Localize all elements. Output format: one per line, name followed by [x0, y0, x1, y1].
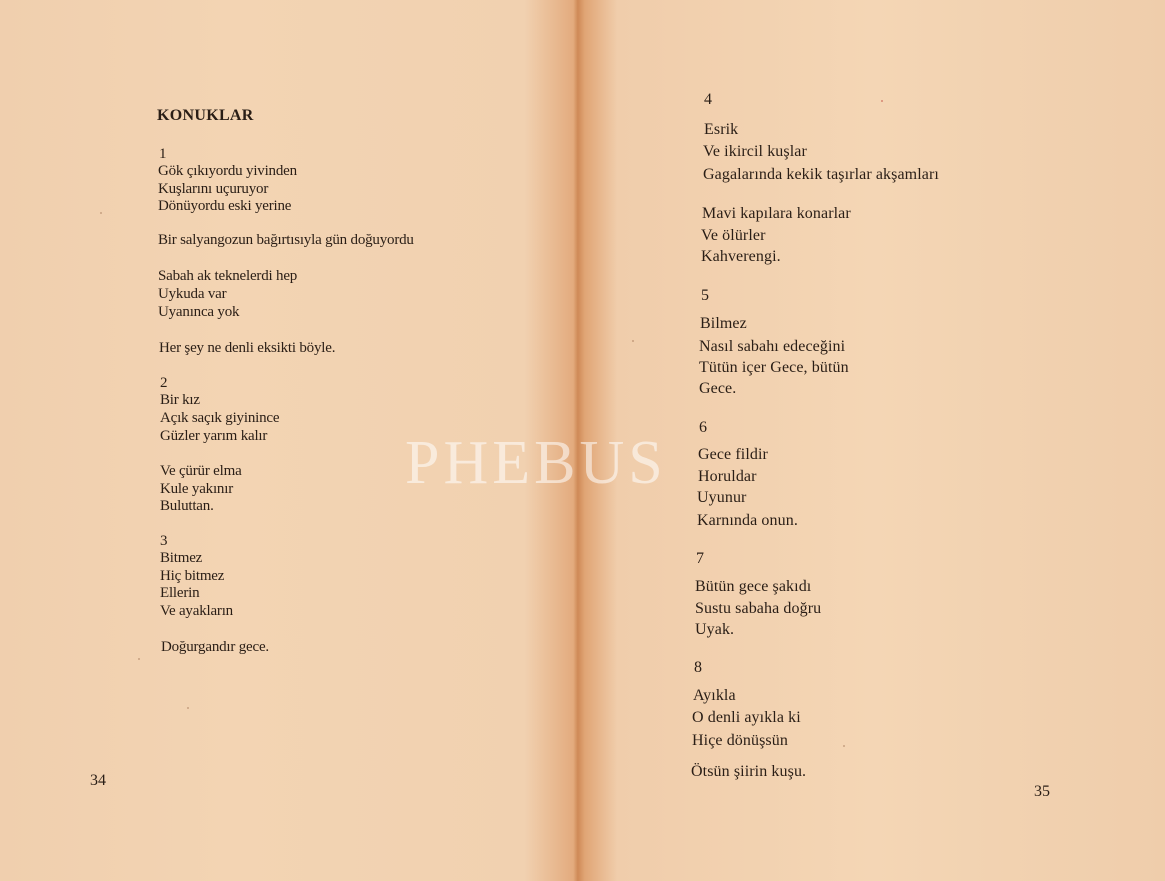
poem-line: Sustu sabaha doğru — [695, 600, 822, 617]
poem-line: Horuldar — [698, 468, 757, 485]
paper-speck — [100, 212, 102, 214]
poem-line: Bütün gece şakıdı — [695, 578, 812, 595]
poem-line: Dönüyordu eski yerine — [158, 198, 292, 214]
paper-speck — [881, 100, 883, 102]
poem-line: Karnında onun. — [697, 512, 798, 529]
poem-line: O denli ayıkla ki — [692, 709, 801, 726]
poem-line: Hiç bitmez — [160, 568, 225, 584]
paper-speck — [138, 658, 140, 660]
page-number-left: 34 — [90, 772, 106, 789]
poem-line: Gece. — [699, 380, 737, 397]
poem-line: Uyak. — [695, 621, 735, 638]
poem-line: Buluttan. — [160, 498, 214, 514]
poem-line: Kahverengi. — [701, 248, 781, 265]
paper-speck — [843, 745, 845, 747]
section-number: 8 — [694, 659, 703, 676]
poem-line: Güzler yarım kalır — [160, 428, 268, 444]
section-number: 3 — [160, 533, 168, 549]
poem-line: Doğurgandır gece. — [161, 639, 269, 655]
paper-speck — [632, 340, 634, 342]
section-number: 5 — [701, 287, 710, 304]
poem-line: Gök çıkıyordu yivinden — [158, 163, 297, 179]
poem-line: Sabah ak teknelerdi hep — [158, 268, 298, 284]
poem-line: Ellerin — [160, 585, 200, 601]
section-number: 4 — [704, 91, 713, 108]
poem-line: Gagalarında kekik taşırlar akşamları — [703, 166, 939, 183]
poem-line: Uykuda var — [158, 286, 227, 302]
poem-line: Gece fildir — [698, 446, 768, 463]
section-number: 2 — [160, 375, 168, 391]
poem-line: Bir kız — [160, 392, 200, 408]
poem-line: Esrik — [704, 121, 739, 138]
poem-line: Ayıkla — [693, 687, 736, 704]
poem-line: Kuşlarını uçuruyor — [158, 181, 269, 197]
watermark: PHEBUS — [405, 429, 667, 497]
poem-line: Ve ölürler — [701, 227, 766, 244]
poem-line: Bitmez — [160, 550, 203, 566]
section-number: 7 — [696, 550, 705, 567]
poem-line: Ve ayakların — [160, 603, 233, 619]
poem-line: Bir salyangozun bağırtısıyla gün doğuyordu — [158, 232, 414, 248]
poem-line: Bilmez — [700, 315, 747, 332]
poem-line: Hiçe dönüşsün — [692, 732, 788, 749]
poem-title: KONUKLAR — [157, 107, 254, 124]
poem-line: Mavi kapılara konarlar — [702, 205, 851, 222]
poem-line: Uyanınca yok — [158, 304, 240, 320]
poem-line: Her şey ne denli eksikti böyle. — [159, 340, 336, 356]
section-number: 1 — [159, 146, 167, 162]
page-number-right: 35 — [1034, 783, 1050, 800]
poem-line: Ötsün şiirin kuşu. — [691, 763, 807, 780]
poem-line: Uyunur — [697, 489, 747, 506]
poem-line: Tütün içer Gece, bütün — [699, 359, 849, 376]
poem-line: Nasıl sabahı edeceğini — [699, 338, 846, 355]
paper-speck — [187, 707, 189, 709]
section-number: 6 — [699, 419, 708, 436]
poem-line: Açık saçık giyinince — [160, 410, 280, 426]
poem-line: Kule yakınır — [160, 481, 233, 497]
poem-line: Ve çürür elma — [160, 463, 242, 479]
poem-line: Ve ikircil kuşlar — [703, 143, 807, 160]
